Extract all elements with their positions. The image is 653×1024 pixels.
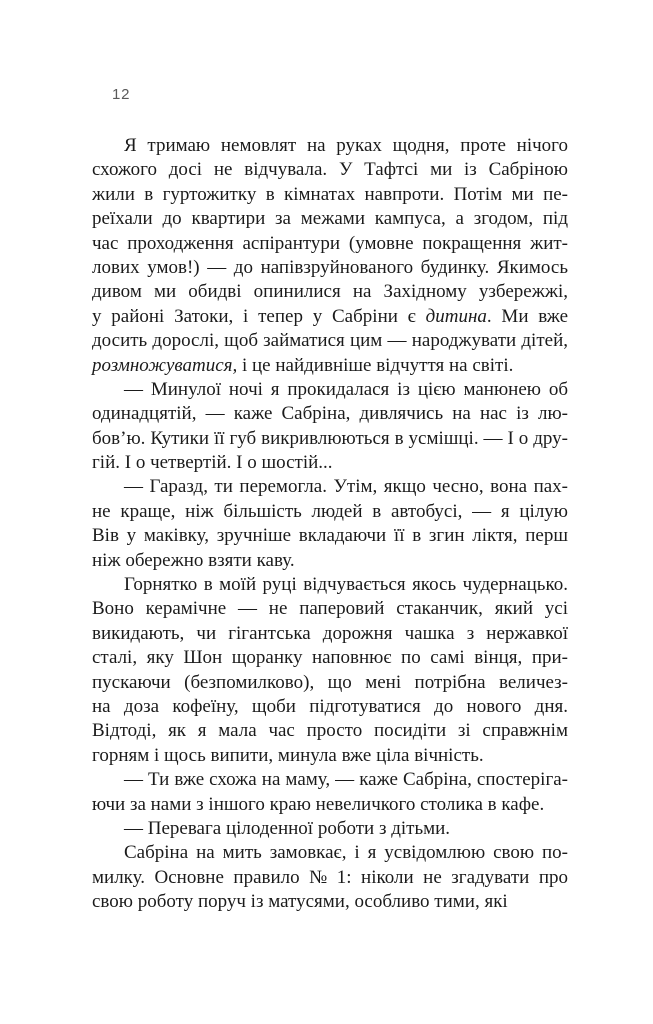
text-line <box>92 329 568 353</box>
paragraph <box>92 817 568 841</box>
text-run: і це найдивніше відчуття на світі. <box>237 354 514 376</box>
text-run: час проходження аспірантури (умовне покращення жит- <box>92 232 568 254</box>
text-run: Горнятко в моїй руці відчувається якось чудернацько. <box>124 574 568 596</box>
text-run: досить дорослі, щоб займатися цим — народжувати дітей, <box>92 330 568 352</box>
text-run: милку. Основне правило № 1: ніколи не згадувати про <box>92 866 568 888</box>
text-line <box>92 475 568 499</box>
text-run: ючи за нами з іншого краю невеличкого столика в кафе. <box>92 793 545 815</box>
text-run: . Ми вже <box>486 305 568 327</box>
text-run: Сабріна на мить замовкає, і я усвідомлюю свою по- <box>124 842 568 864</box>
paragraph <box>92 768 568 817</box>
text-line <box>92 719 568 743</box>
text-run: Воно керамічне — не паперовий стаканчик, який усі <box>92 598 568 620</box>
text-line <box>92 500 568 524</box>
paragraph <box>92 378 568 476</box>
text-line <box>92 134 568 158</box>
text-run: реїхали до квартири за межами кампуса, а згодом, під <box>92 208 568 230</box>
text-run: горням і щось випити, минула вже ціла вічність. <box>92 744 484 766</box>
text-run: лових умов!) — до напівзруйнованого будинку. Якимось <box>92 256 568 278</box>
italic-text-run: розмножуватися, <box>92 354 238 376</box>
text-line <box>92 866 568 890</box>
text-run: Відтоді, як я мала час просто посидіти зі справжнім <box>92 720 568 742</box>
text-line <box>92 622 568 646</box>
text-run: викидають, чи гігантська дорожня чашка з нержавкої <box>92 622 568 644</box>
text-run: бов’ю. Кутики її губ викривлюються в усмішці. — І о дру- <box>92 427 568 449</box>
text-line <box>92 573 568 597</box>
text-run: гій. І о четвертій. І о шостій... <box>92 452 333 474</box>
text-line <box>92 597 568 621</box>
text-line <box>92 232 568 256</box>
paragraph <box>92 475 568 573</box>
text-line <box>92 890 568 914</box>
text-run: дивом ми обидві опинилися на Західному узбережжі, <box>92 281 568 303</box>
italic-text-run: дитина <box>425 305 487 327</box>
text-line <box>92 280 568 304</box>
text-run: сталі, яку Шон щоранку наповнює по самі вінця, при- <box>92 647 568 669</box>
text-line <box>92 768 568 792</box>
text-line <box>92 549 568 573</box>
text-run: — Ти вже схожа на маму, — каже Сабріна, спостеріга- <box>124 769 568 791</box>
text-run: ніж обережно взяти каву. <box>92 549 295 571</box>
text-line <box>92 305 568 329</box>
text-line <box>92 158 568 182</box>
text-run: — Перевага цілоденної роботи з дітьми. <box>124 817 451 839</box>
text-run: свою роботу поруч із матусями, особливо тими, які <box>92 891 508 913</box>
body-text-block <box>92 134 568 915</box>
text-line <box>92 695 568 719</box>
text-line <box>92 354 568 378</box>
text-line <box>92 256 568 280</box>
text-line <box>92 378 568 402</box>
text-run: — Минулої ночі я прокидалася із цією манюнею об <box>124 378 568 400</box>
text-line <box>92 524 568 548</box>
paragraph <box>92 134 568 378</box>
paragraph <box>92 841 568 914</box>
text-run: схожого досі не відчувала. У Тафтсі ми із Сабріною <box>92 159 568 181</box>
text-run: у районі Затоки, і тепер у Сабріни є <box>92 305 426 327</box>
text-line <box>92 671 568 695</box>
page-number: 12 <box>112 86 131 103</box>
paragraph <box>92 573 568 768</box>
text-run: жили в гуртожитку в кімнатах навпроти. Потім ми пе- <box>92 183 568 205</box>
text-run: Вів у маківку, зручніше вкладаючи її в згин ліктя, перш <box>92 525 568 547</box>
text-run: Я тримаю немовлят на руках щодня, проте нічого <box>124 135 568 156</box>
text-run: одинадцятій, — каже Сабріна, дивлячись на нас із лю- <box>92 403 568 425</box>
text-run: — Гаразд, ти перемогла. Утім, якщо чесно, вона пах- <box>124 476 568 498</box>
text-line <box>92 451 568 475</box>
text-run: пускаючи (безпомилково), що мені потрібна величез- <box>92 671 568 693</box>
text-line <box>92 744 568 768</box>
text-line <box>92 817 568 841</box>
text-line <box>92 183 568 207</box>
text-run: не краще, ніж більшість людей в автобусі, — я цілую <box>92 500 568 522</box>
text-line <box>92 427 568 451</box>
text-run: на доза кофеїну, щоби підготуватися до нового дня. <box>92 695 568 717</box>
text-line <box>92 646 568 670</box>
text-line <box>92 793 568 817</box>
text-line <box>92 841 568 865</box>
text-line <box>92 402 568 426</box>
text-line <box>92 207 568 231</box>
